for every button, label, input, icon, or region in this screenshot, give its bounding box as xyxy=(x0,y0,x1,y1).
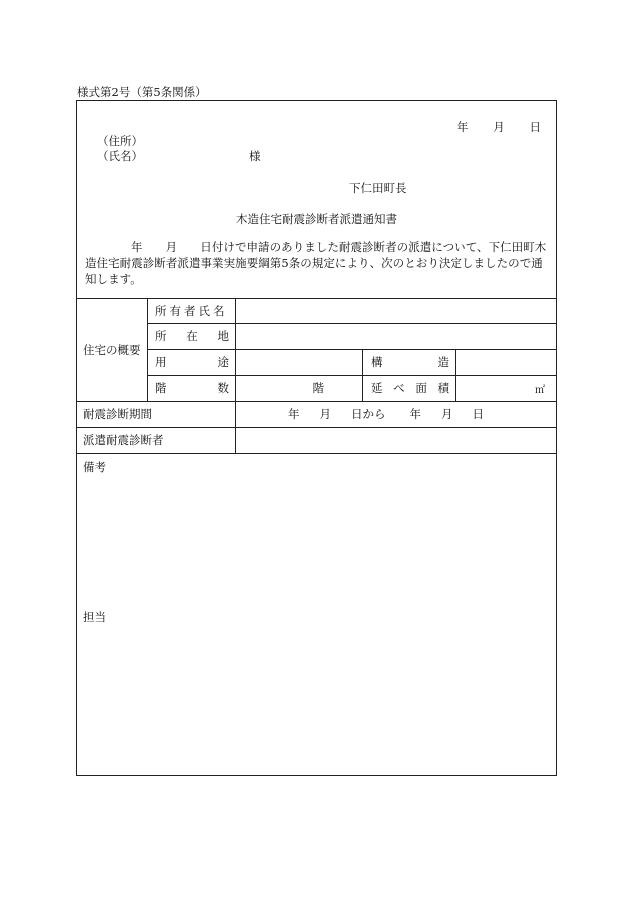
issue-date xyxy=(457,119,541,135)
period-day-end: 日 xyxy=(472,407,484,421)
location-char: 地 xyxy=(217,329,229,343)
remarks-label: 備考 xyxy=(83,460,106,474)
dispatched-diagnostician-label: 派遣耐震診断者 xyxy=(83,433,164,447)
name-label: （氏名） xyxy=(97,149,143,163)
floor-area-field[interactable] xyxy=(456,375,557,401)
honorific-label: 様 xyxy=(249,149,261,163)
location-char: 所 xyxy=(155,329,167,343)
issuer-label: 下仁田町長 xyxy=(349,181,407,195)
structure-field[interactable] xyxy=(456,349,557,375)
floor-area-label xyxy=(371,375,449,401)
table-col-line xyxy=(362,349,363,401)
usage-field[interactable] xyxy=(236,349,362,375)
area-unit: ㎡ xyxy=(535,384,545,396)
period-month-start: 月 xyxy=(319,407,331,421)
floors-field[interactable] xyxy=(236,375,362,401)
diagnosis-period-field[interactable] xyxy=(236,401,557,427)
floor-area-char: べ xyxy=(393,381,405,395)
structure-char: 造 xyxy=(437,355,449,369)
housing-overview-label: 住宅の概要 xyxy=(83,342,141,357)
owner-name-label: 所有者氏名 xyxy=(155,303,228,318)
period-year-end: 年 xyxy=(409,407,421,421)
notice-form-frame xyxy=(76,100,557,776)
period-year-start: 年 xyxy=(288,407,300,421)
date-day-label: 日 xyxy=(529,120,541,134)
location-label xyxy=(155,323,229,349)
owner-name-field[interactable] xyxy=(236,298,557,323)
location-field[interactable] xyxy=(236,323,557,349)
usage-label xyxy=(155,349,229,375)
floors-char: 階 xyxy=(155,381,167,395)
address-label: （住所） xyxy=(97,134,143,148)
date-year-label: 年 xyxy=(457,120,469,134)
structure-label xyxy=(371,349,449,375)
structure-char: 構 xyxy=(371,355,383,369)
document-title: 木造住宅耐震診断者派遣通知書 xyxy=(236,212,397,226)
table-bottom-border xyxy=(77,453,556,454)
floors-char: 数 xyxy=(217,381,229,395)
period-month-end: 月 xyxy=(441,407,453,421)
floors-unit: 階 xyxy=(312,381,324,395)
floor-area-char: 面 xyxy=(415,381,427,395)
date-month-label: 月 xyxy=(493,120,505,134)
floor-area-char: 積 xyxy=(437,381,449,395)
floor-area-char: 延 xyxy=(371,381,383,395)
table-col-line xyxy=(147,298,148,401)
form-number-label: 様式第2号（第5条関係） xyxy=(77,85,207,99)
usage-char: 用 xyxy=(155,355,167,369)
period-day-start: 日から xyxy=(351,407,386,421)
dispatched-diagnostician-field[interactable] xyxy=(236,427,557,453)
notice-body-text: 年 月 日付けで申請のありました耐震診断者の派遣について、下仁田町木造住宅耐震診断者派遣事業実施要綱第5条の規定により、次のとおり決定しましたので通知します。 xyxy=(85,240,547,286)
diagnosis-period-label: 耐震診断期間 xyxy=(83,407,152,421)
floors-label xyxy=(155,375,229,401)
usage-char: 途 xyxy=(217,355,229,369)
location-char: 在 xyxy=(186,329,198,343)
person-in-charge-label: 担当 xyxy=(83,610,106,624)
